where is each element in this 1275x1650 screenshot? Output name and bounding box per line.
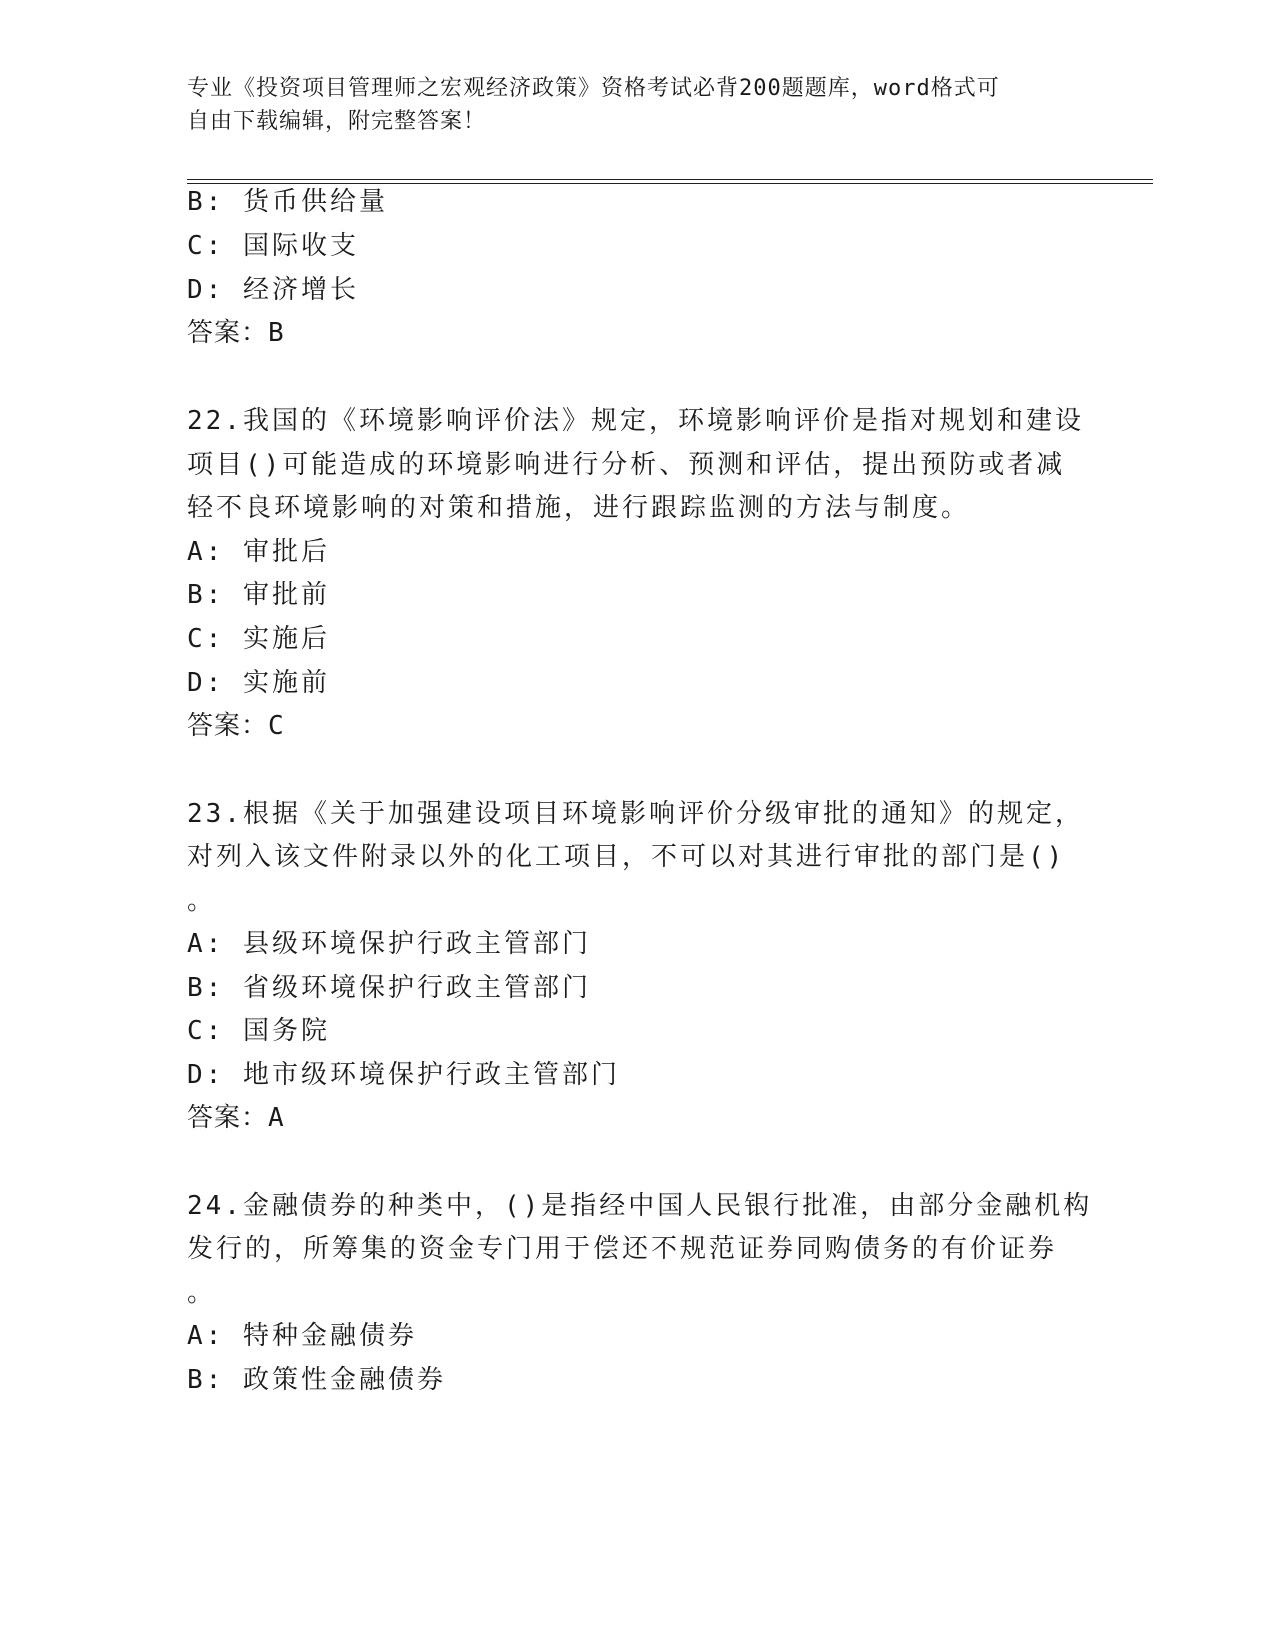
q24-option-b: B: 政策性金融债券: [187, 1365, 446, 1395]
q24-stem-line-1: 24.金融债券的种类中，()是指经中国人民银行批准，由部分金融机构: [187, 1191, 1093, 1221]
prev-option-c: C: 国际收支: [187, 231, 359, 261]
q23-option-a: A: 县级环境保护行政主管部门: [187, 929, 591, 959]
q23-answer: 答案：A: [187, 1103, 285, 1133]
prev-option-d: D: 经济增长: [187, 275, 359, 305]
q23-stem-line-2: 对列入该文件附录以外的化工项目，不可以对其进行审批的部门是(): [187, 842, 1066, 872]
header-line-1: 专业《投资项目管理师之宏观经济政策》资格考试必背200题题库，word格式可: [187, 76, 1000, 101]
q23-option-b: B: 省级环境保护行政主管部门: [187, 973, 591, 1003]
q23-option-d: D: 地市级环境保护行政主管部门: [187, 1060, 620, 1090]
q22-option-c: C: 实施后: [187, 624, 330, 654]
q24-stem-line-3: 。: [187, 1278, 217, 1308]
q23-stem-line-1: 23.根据《关于加强建设项目环境影响评价分级审批的通知》的规定，: [187, 799, 1084, 829]
q24-option-a: A: 特种金融债券: [187, 1321, 417, 1351]
q22-option-b: B: 审批前: [187, 580, 330, 610]
q22-stem-line-3: 轻不良环境影响的对策和措施，进行跟踪监测的方法与制度。: [187, 493, 971, 523]
q22-stem-line-2: 项目()可能造成的环境影响进行分析、预测和评估，提出预防或者减: [187, 450, 1066, 480]
document-header: [187, 72, 1067, 138]
prev-option-b: B: 货币供给量: [187, 187, 388, 217]
q23-option-c: C: 国务院: [187, 1016, 330, 1046]
q24-stem-line-2: 发行的，所筹集的资金专门用于偿还不规范证券同购债务的有价证券: [187, 1234, 1058, 1264]
q22-option-d: D: 实施前: [187, 668, 330, 698]
header-line-2: 自由下载编辑，附完整答案！: [187, 109, 487, 134]
q23-stem-line-3: 。: [187, 886, 217, 916]
header-divider-bottom: [187, 183, 1153, 184]
prev-answer: 答案：B: [187, 318, 285, 348]
q22-answer: 答案：C: [187, 711, 285, 741]
q22-stem-line-1: 22.我国的《环境影响评价法》规定，环境影响评价是指对规划和建设: [187, 406, 1084, 436]
q22-option-a: A: 审批后: [187, 537, 330, 567]
header-divider-top: [187, 179, 1153, 180]
